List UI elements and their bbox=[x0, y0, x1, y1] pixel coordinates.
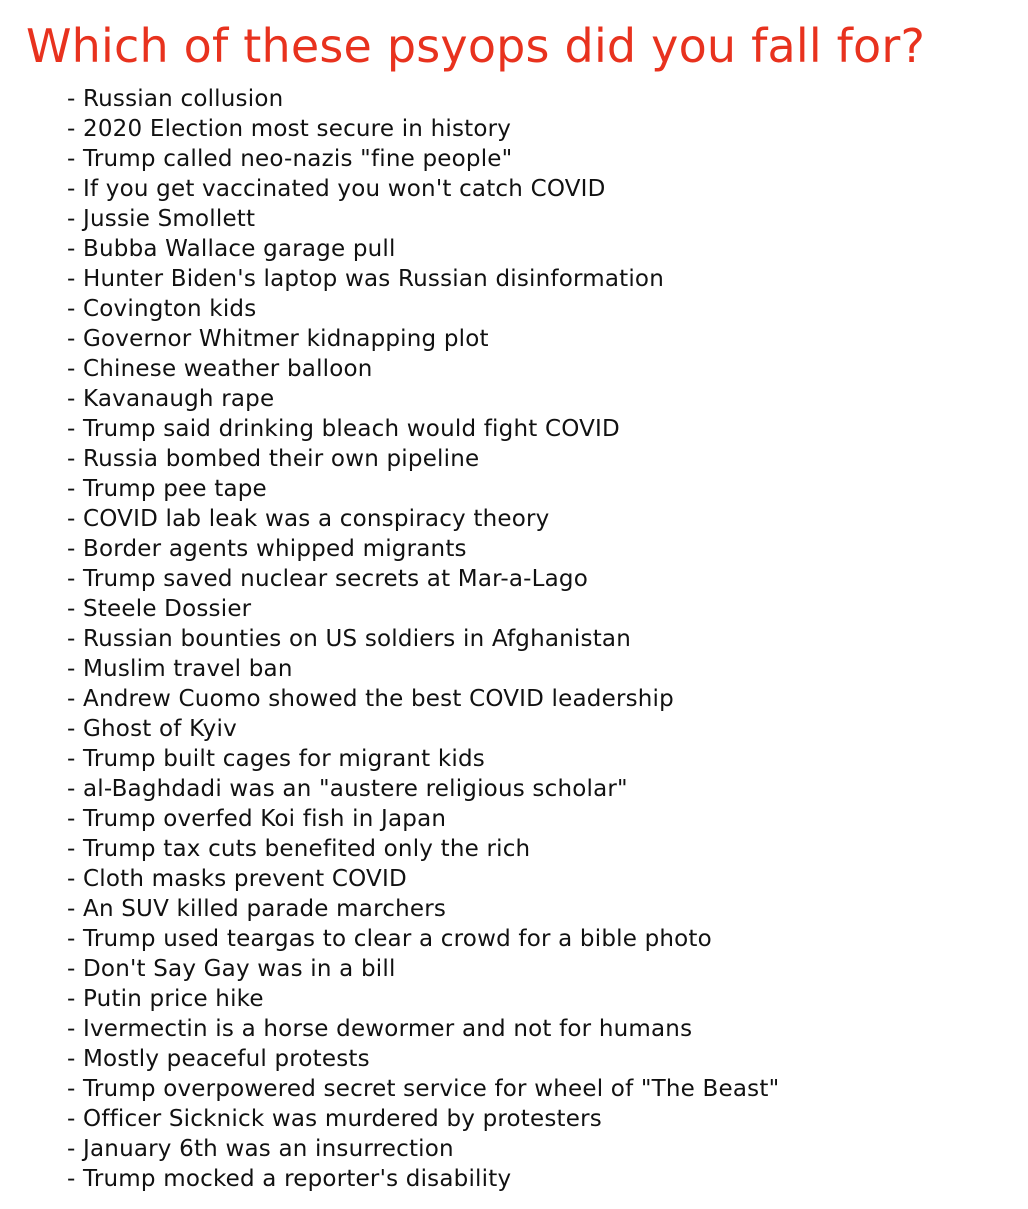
list-item: - Russia bombed their own pipeline bbox=[67, 446, 480, 472]
list-item: - Russian bounties on US soldiers in Afghanistan bbox=[67, 626, 631, 652]
list-item: - Trump used teargas to clear a crowd for a bible photo bbox=[67, 926, 712, 952]
list-item: - Cloth masks prevent COVID bbox=[67, 866, 407, 892]
list-item: - Kavanaugh rape bbox=[67, 386, 275, 412]
list-item: - January 6th was an insurrection bbox=[67, 1136, 454, 1162]
list-item: - Andrew Cuomo showed the best COVID leadership bbox=[67, 686, 674, 712]
list-item: - Putin price hike bbox=[67, 986, 264, 1012]
list-item: - Hunter Biden's laptop was Russian disinformation bbox=[67, 266, 664, 292]
list-item: - Chinese weather balloon bbox=[67, 356, 373, 382]
list-item: - Don't Say Gay was in a bill bbox=[67, 956, 396, 982]
list-item: - Russian collusion bbox=[67, 86, 284, 112]
list-item: - Trump tax cuts benefited only the rich bbox=[67, 836, 531, 862]
list-item: - 2020 Election most secure in history bbox=[67, 116, 512, 142]
list-item: - Jussie Smollett bbox=[67, 206, 256, 232]
list-item: - Covington kids bbox=[67, 296, 257, 322]
list-item: - An SUV killed parade marchers bbox=[67, 896, 447, 922]
list-item: - Trump saved nuclear secrets at Mar-a-Lago bbox=[67, 566, 588, 592]
list-item: - Trump said drinking bleach would fight COVID bbox=[67, 416, 620, 442]
list-item: - Steele Dossier bbox=[67, 596, 252, 622]
list-item: - Bubba Wallace garage pull bbox=[67, 236, 396, 262]
list-item: - If you get vaccinated you won't catch COVID bbox=[67, 176, 606, 202]
list-item: - COVID lab leak was a conspiracy theory bbox=[67, 506, 550, 532]
list-item: - Trump called neo-nazis "fine people" bbox=[67, 146, 513, 172]
list-item: - Mostly peaceful protests bbox=[67, 1046, 370, 1072]
list-item: - Ivermectin is a horse dewormer and not for humans bbox=[67, 1016, 693, 1042]
list-item: - Trump mocked a reporter's disability bbox=[67, 1166, 512, 1192]
list-item: - Trump pee tape bbox=[67, 476, 267, 502]
page-title: Which of these psyops did you fall for? bbox=[26, 19, 926, 73]
list-item: - Trump built cages for migrant kids bbox=[67, 746, 485, 772]
list-item: - Governor Whitmer kidnapping plot bbox=[67, 326, 489, 352]
list-item: - Muslim travel ban bbox=[67, 656, 293, 682]
psyop-list bbox=[67, 84, 779, 1194]
list-item: - al-Baghdadi was an "austere religious scholar" bbox=[67, 776, 628, 802]
list-item: - Trump overpowered secret service for wheel of "The Beast" bbox=[67, 1076, 780, 1102]
list-item: - Officer Sicknick was murdered by protesters bbox=[67, 1106, 602, 1132]
list-item: - Ghost of Kyiv bbox=[67, 716, 237, 742]
list-item: - Trump overfed Koi fish in Japan bbox=[67, 806, 447, 832]
list-item: - Border agents whipped migrants bbox=[67, 536, 467, 562]
